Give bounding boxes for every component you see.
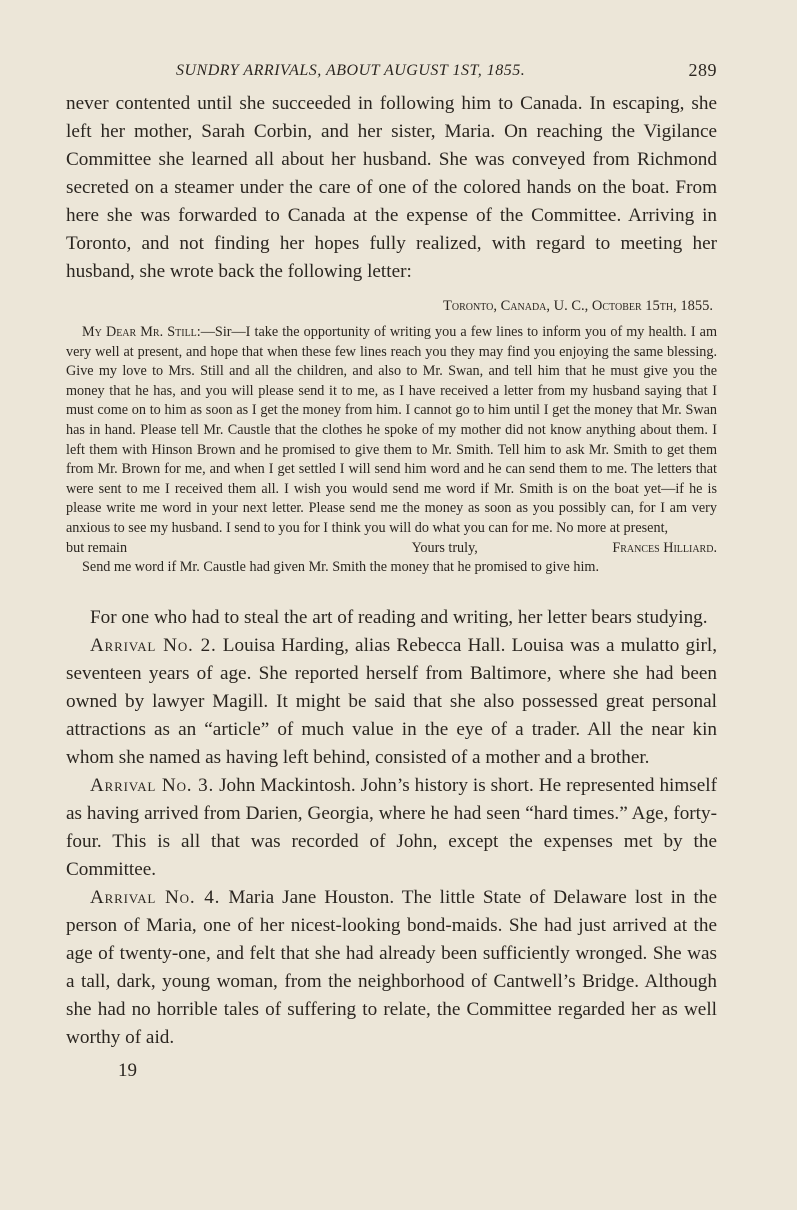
arrival-paragraph <box>66 884 717 1052</box>
after-letter-paragraph: For one who had to steal the art of reading and writing, her letter bears studying. <box>90 606 708 628</box>
closing-yours: Yours truly, <box>411 539 478 556</box>
arrival-label: Arrival No. 2. <box>90 634 217 656</box>
intro-paragraph: never contented until she succeeded in following him to Canada. In escaping, she left her mother, Sarah Corbin, and her sister, Maria. On reaching the Vigilance Committee she learned all about her husband. She was conveyed from Richmond secreted on a steamer under the care of one of the colored hands on the boat. From here she was forwarded to Canada at the expense of the Committee. Arriving in Toronto, and not finding her hopes fully realized, with regard to meeting her husband, she wrote back the following letter: <box>66 93 717 282</box>
letter-text: :—Sir—I take the opportunity of writing you a few lines to inform you of my health. I am very well at present, and hope that when these few lines reach you they may find you enjoying the same blessing. Give my love to Mrs. Still and all the children, and also to Mr. Swan, and tell him that he must give you the money that he has, and you will please send it to me, as I have received a letter from my husband saying that I must come on to him as soon as I get the money from him. I cannot go to him until I get the money that Mr. Swan has in hand. Please tell Mr. Caustle that the clothes he spoke of my mother did not know anything about them. I left them with Hinson Brown and he promised to give them to Mr. Smith. Tell him to ask Mr. Smith to get them from Mr. Brown for me, and when I get settled I will send him word and he can send them to me. The letters that were sent to me I received them all. I wish you would send me word if Mr. Smith is on the boat yet—if he is please write me word in your next letter. Please send me the money as soon as you possibly can, for I am very anxious to see my husband. I send to you for I think you will do what you can for me. No more at present, <box>66 324 717 536</box>
letter-closing <box>66 539 717 559</box>
running-title: SUNDRY ARRIVALS, ABOUT AUGUST 1ST, 1855. <box>176 62 526 79</box>
arrival-paragraph <box>66 632 717 772</box>
closing-left: but remain <box>66 539 128 556</box>
letter-body <box>66 323 717 539</box>
arrival-paragraph <box>66 772 717 884</box>
arrival-label: Arrival No. 3. <box>90 774 215 796</box>
arrival-text: Louisa Harding, alias Rebecca Hall. Louisa was a mulatto girl, seventeen years of age. She reported herself from Baltimore, where she had been owned by lawyer Magill. It might be said that she also possessed great personal attractions as an “article” of much value in the eye of a trader. All the near kin whom she named as having left behind, consisted of a mother and a brother. <box>66 634 717 768</box>
letter-postscript: Send me word if Mr. Caustle had given Mr. Smith the money that he promised to give him. <box>82 559 599 576</box>
page-header <box>66 56 717 86</box>
letter-salutation: My Dear Mr. Still <box>82 324 197 340</box>
page-number: 289 <box>688 60 717 80</box>
letter-dateline: Toronto, Canada, U. C., October 15th, 1855. <box>443 298 713 314</box>
arrival-text: Maria Jane Houston. The little State of Delaware lost in the person of Maria, one of her nicest-looking bond-maids. She had just arrived at the age of twenty-one, and felt that she had already been sufficiently wronged. She was a tall, dark, young woman, from the neighborhood of Cantwell’s Bridge. Although she had no horrible tales of suffering to relate, the Committee regarded her as well worthy of aid. <box>66 886 718 1048</box>
signature-mark: 19 <box>118 1059 137 1081</box>
letter-signature: Frances Hilliard. <box>612 539 717 556</box>
arrival-text: John Mackintosh. John’s history is short. He represented himself as having arrived from Darien, Georgia, where he had seen “hard times.” Age, forty-four. This is all that was recorded of John, except the expenses met by the Committee. <box>66 774 717 880</box>
arrival-label: Arrival No. 4. <box>90 886 221 908</box>
